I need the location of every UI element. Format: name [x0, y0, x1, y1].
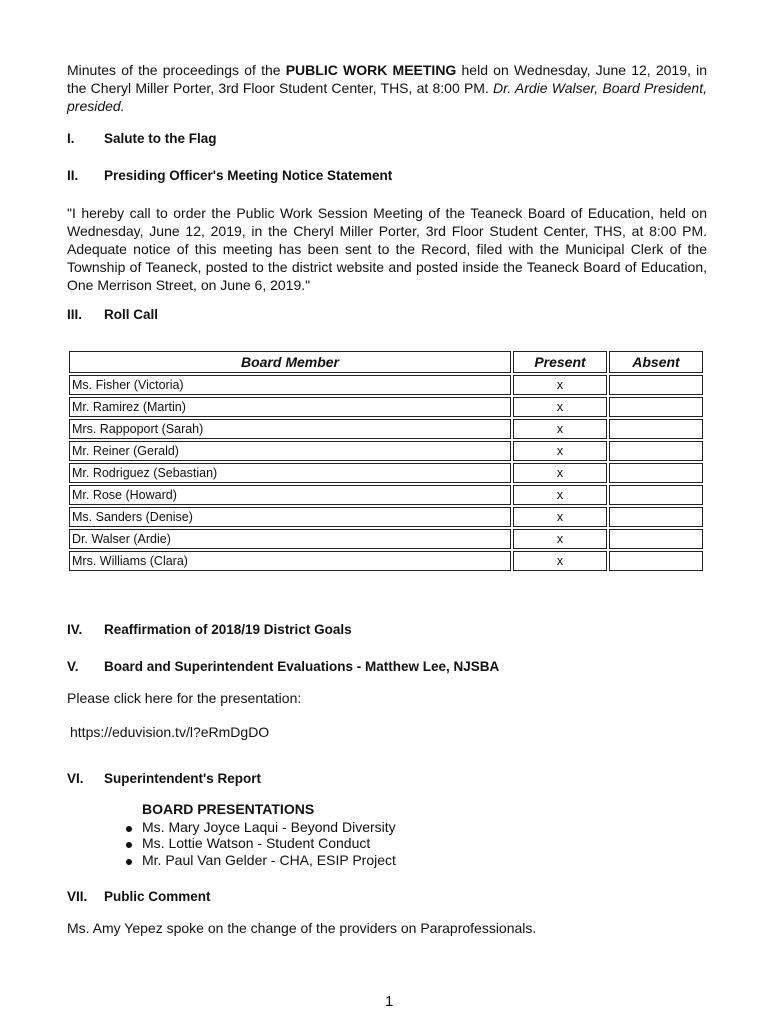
public-comment-text: Ms. Amy Yepez spoke on the change of the providers on Paraprofessionals. — [67, 920, 537, 936]
roll-call-table — [67, 349, 705, 573]
present-mark: x — [513, 551, 607, 571]
list-item-text: Ms. Mary Joyce Laqui - Beyond Diversity — [142, 819, 396, 835]
absent-mark — [609, 397, 703, 417]
absent-mark — [609, 375, 703, 395]
present-mark: x — [513, 529, 607, 549]
column-header-member: Board Member — [69, 351, 511, 373]
notice-statement: "I hereby call to order the Public Work Session Meeting of the Teaneck Board of Education, held on Wednesday, June 12, 2019, in the Cheryl Miller Porter, 3rd Floor Student Center, THS, at 8:00 PM. Adequate notice of this meeting has been sent to the Record, filed with the Municipal Clerk of the Township of Teaneck, posted to the district website and posted inside the Teaneck Board of Education, One Merrison Street, on June 6, 2019." — [67, 205, 707, 293]
present-mark: x — [513, 485, 607, 505]
section-title: Board and Superintendent Evaluations - Matthew Lee, NJSBA — [104, 659, 500, 674]
member-name: Ms. Fisher (Victoria) — [69, 375, 511, 395]
section-number: VII. — [67, 889, 88, 904]
intro-text-2: held on Wednesday, June 12, 2019, in the Cheryl Miller Porter, 3rd Floor Student Center, THS, at 8:00 PM. — [67, 62, 707, 96]
section-title: Roll Call — [104, 307, 159, 322]
intro-text-1: Minutes of the proceedings of the — [67, 62, 286, 78]
member-name: Mrs. Rappoport (Sarah) — [69, 419, 511, 439]
bullet-icon — [126, 842, 132, 848]
table-row — [69, 529, 703, 549]
member-name: Mrs. Williams (Clara) — [69, 551, 511, 571]
section-number: IV. — [67, 622, 83, 637]
member-name: Dr. Walser (Ardie) — [69, 529, 511, 549]
present-mark: x — [513, 419, 607, 439]
section-number: III. — [67, 307, 83, 322]
member-name: Mr. Ramirez (Martin) — [69, 397, 511, 417]
meeting-type: PUBLIC WORK MEETING — [285, 62, 457, 78]
table-row — [69, 441, 703, 461]
intro-paragraph — [67, 61, 707, 115]
present-mark: x — [513, 397, 607, 417]
column-header-present: Present — [513, 351, 607, 373]
table-row — [69, 375, 703, 395]
present-mark: x — [513, 375, 607, 395]
absent-mark — [609, 463, 703, 483]
presentation-text: Please click here for the presentation: — [67, 690, 302, 706]
section-number: V. — [67, 659, 79, 674]
page-number: 1 — [385, 993, 394, 1010]
member-name: Ms. Sanders (Denise) — [69, 507, 511, 527]
section-number: I. — [67, 131, 75, 146]
table-row — [69, 551, 703, 571]
table-row — [69, 419, 703, 439]
list-item-text: Mr. Paul Van Gelder - CHA, ESIP Project — [142, 852, 396, 868]
bullet-icon — [126, 826, 132, 832]
section-number: II. — [67, 168, 79, 183]
absent-mark — [609, 529, 703, 549]
bullet-icon — [126, 859, 132, 865]
present-mark: x — [513, 507, 607, 527]
table-row — [69, 507, 703, 527]
section-title: Salute to the Flag — [104, 131, 217, 146]
section-title: Reaffirmation of 2018/19 District Goals — [104, 622, 352, 637]
table-header-row — [69, 351, 703, 373]
present-mark: x — [513, 463, 607, 483]
absent-mark — [609, 507, 703, 527]
member-name: Mr. Reiner (Gerald) — [69, 441, 511, 461]
board-presentations-heading: BOARD PRESENTATIONS — [142, 801, 315, 817]
presentation-link[interactable]: https://eduvision.tv/l?eRmDgDO — [70, 724, 270, 740]
column-header-absent: Absent — [609, 351, 703, 373]
absent-mark — [609, 551, 703, 571]
section-title: Public Comment — [104, 889, 211, 904]
table-row — [69, 463, 703, 483]
table-row — [69, 397, 703, 417]
section-number: VI. — [67, 771, 84, 786]
section-title: Presiding Officer's Meeting Notice Statement — [104, 168, 393, 183]
absent-mark — [609, 419, 703, 439]
present-mark: x — [513, 441, 607, 461]
absent-mark — [609, 441, 703, 461]
member-name: Mr. Rose (Howard) — [69, 485, 511, 505]
presiding-officer: Dr. Ardie Walser, Board President, presided. — [67, 80, 707, 114]
list-item-text: Ms. Lottie Watson - Student Conduct — [142, 835, 371, 851]
absent-mark — [609, 485, 703, 505]
section-title: Superintendent's Report — [104, 771, 261, 786]
member-name: Mr. Rodriguez (Sebastian) — [69, 463, 511, 483]
table-row — [69, 485, 703, 505]
